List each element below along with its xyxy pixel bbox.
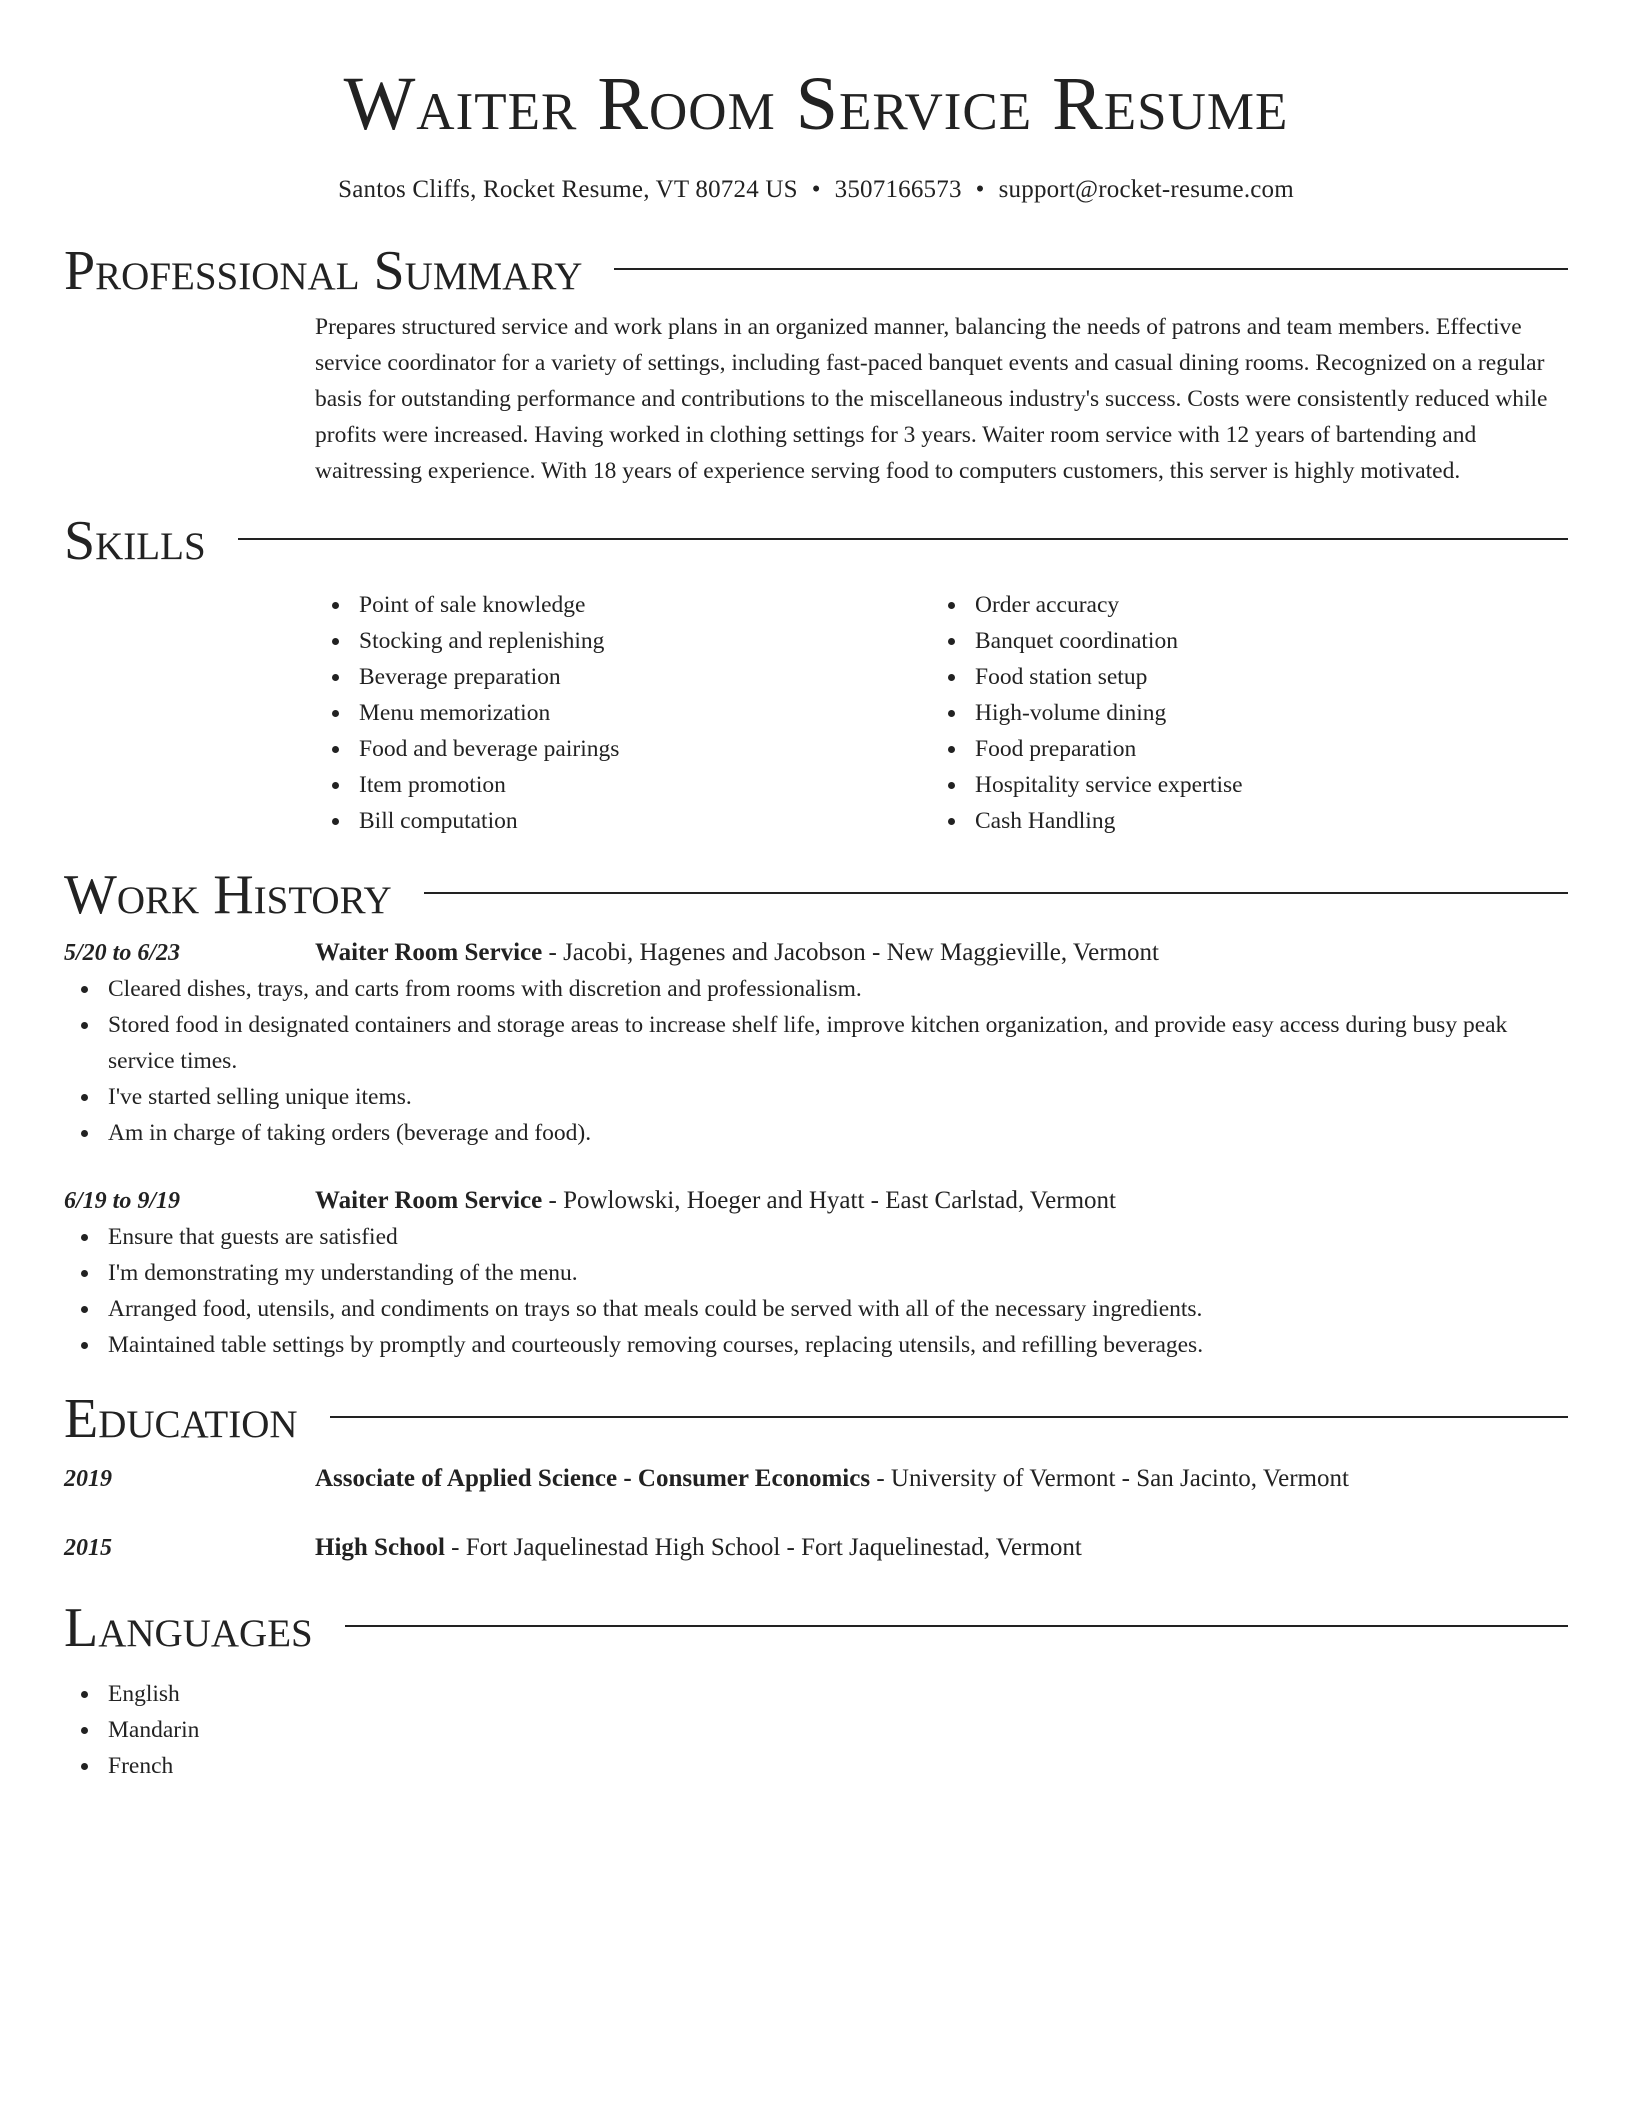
work-title-line — [315, 1183, 1116, 1219]
skill-item: Menu memorization — [315, 695, 931, 731]
contact-line — [64, 174, 1568, 206]
work-bullet: I've started selling unique items. — [64, 1079, 1568, 1115]
work-bullet: Arranged food, utensils, and condiments on trays so that meals could be served with all of the necessary ingredients. — [64, 1291, 1568, 1327]
contact-separator: • — [975, 176, 985, 203]
work-entry — [64, 935, 1568, 1151]
section-divider — [330, 1416, 1568, 1418]
language-item: Mandarin — [64, 1712, 1568, 1748]
job-title: Waiter Room Service — [315, 939, 543, 966]
skills-heading: Skills — [64, 510, 206, 572]
work-bullet: Maintained table settings by promptly and courteously removing courses, replacing utensils, and refilling beverages. — [64, 1327, 1568, 1363]
education-year: 2015 — [64, 1535, 112, 1561]
skill-item: High-volume dining — [931, 695, 1547, 731]
job-employer: - Powlowski, Hoeger and Hyatt - East Carlstad, Vermont — [542, 1187, 1116, 1214]
education-section-header — [64, 1387, 1568, 1451]
summary-text: Prepares structured service and work plans in an organized manner, balancing the needs of patrons and team members. Effective service coordinator for a variety of settings, including fast-paced banquet events and casual dining rooms. Recognized on a regular basis for outstanding performance and contributions to the miscellaneous industry's success. Costs were consistently reduced while profits were increased. Having worked in clothing settings for 3 years. Waiter room service with 12 years of bartending and waitressing experience. With 18 years of experience serving food to computers customers, this server is highly motivated. — [315, 314, 1548, 484]
work-entry-header — [64, 1183, 1568, 1219]
skill-item: Food and beverage pairings — [315, 731, 931, 767]
skill-item: Beverage preparation — [315, 659, 931, 695]
skills-column-left — [315, 587, 931, 839]
languages-section-header — [64, 1596, 1568, 1660]
skill-item: Banquet coordination — [931, 623, 1547, 659]
work-entry — [64, 1183, 1568, 1363]
language-item: English — [64, 1676, 1568, 1712]
work-bullet: Am in charge of taking orders (beverage and food). — [64, 1115, 1568, 1151]
education-entry — [64, 1461, 1568, 1497]
skill-item: Point of sale knowledge — [315, 587, 931, 623]
languages-list — [64, 1676, 1568, 1784]
work-heading: Work History — [64, 864, 392, 926]
work-entry-header — [64, 935, 1568, 971]
work-bullets — [64, 1219, 1568, 1363]
education-line — [315, 1461, 1349, 1497]
skill-item: Food preparation — [931, 731, 1547, 767]
skills-list — [315, 587, 1568, 839]
section-divider — [424, 892, 1568, 894]
skill-item: Order accuracy — [931, 587, 1547, 623]
section-divider — [614, 268, 1568, 270]
summary-section-header — [64, 239, 1568, 303]
section-divider — [345, 1625, 1568, 1627]
work-bullet: I'm demonstrating my understanding of the menu. — [64, 1255, 1568, 1291]
education-entry — [64, 1530, 1568, 1566]
contact-phone: 3507166573 — [834, 176, 962, 203]
section-divider — [238, 538, 1568, 540]
work-title-line — [315, 935, 1159, 971]
language-item: French — [64, 1748, 1568, 1784]
work-bullet: Ensure that guests are satisfied — [64, 1219, 1568, 1255]
education-line — [315, 1530, 1082, 1566]
languages-heading: Languages — [64, 1597, 313, 1659]
contact-separator: • — [811, 176, 821, 203]
skills-column-right — [931, 587, 1547, 839]
education-degree: High School — [315, 1534, 445, 1561]
skill-item: Cash Handling — [931, 803, 1547, 839]
contact-address: Santos Cliffs, Rocket Resume, VT 80724 US — [338, 176, 798, 203]
education-heading: Education — [64, 1388, 298, 1450]
skill-item: Item promotion — [315, 767, 931, 803]
job-title: Waiter Room Service — [315, 1187, 543, 1214]
skill-item: Hospitality service expertise — [931, 767, 1547, 803]
skill-item: Bill computation — [315, 803, 931, 839]
work-section-header — [64, 863, 1568, 927]
skill-item: Food station setup — [931, 659, 1547, 695]
education-degree: Associate of Applied Science - Consumer Economics — [315, 1465, 871, 1492]
skills-section-header — [64, 509, 1568, 573]
education-year: 2019 — [64, 1466, 112, 1492]
resume-title: Waiter Room Service Resume — [343, 62, 1289, 146]
education-school: - Fort Jaquelinestad High School - Fort Jaquelinestad, Vermont — [444, 1534, 1082, 1561]
work-dates: 5/20 to 6/23 — [64, 940, 181, 966]
resume-page — [64, 0, 1568, 1784]
education-school: - University of Vermont - San Jacinto, Vermont — [870, 1465, 1349, 1492]
skill-item: Stocking and replenishing — [315, 623, 931, 659]
work-bullets — [64, 971, 1568, 1151]
work-bullet: Cleared dishes, trays, and carts from rooms with discretion and professionalism. — [64, 971, 1568, 1007]
work-bullet: Stored food in designated containers and storage areas to increase shelf life, improve kitchen organization, and provide easy access during busy peak service times. — [64, 1007, 1568, 1079]
job-employer: - Jacobi, Hagenes and Jacobson - New Maggieville, Vermont — [542, 939, 1159, 966]
work-dates: 6/19 to 9/19 — [64, 1188, 181, 1214]
contact-email: support@rocket-resume.com — [998, 176, 1294, 203]
summary-heading: Professional Summary — [64, 240, 583, 302]
